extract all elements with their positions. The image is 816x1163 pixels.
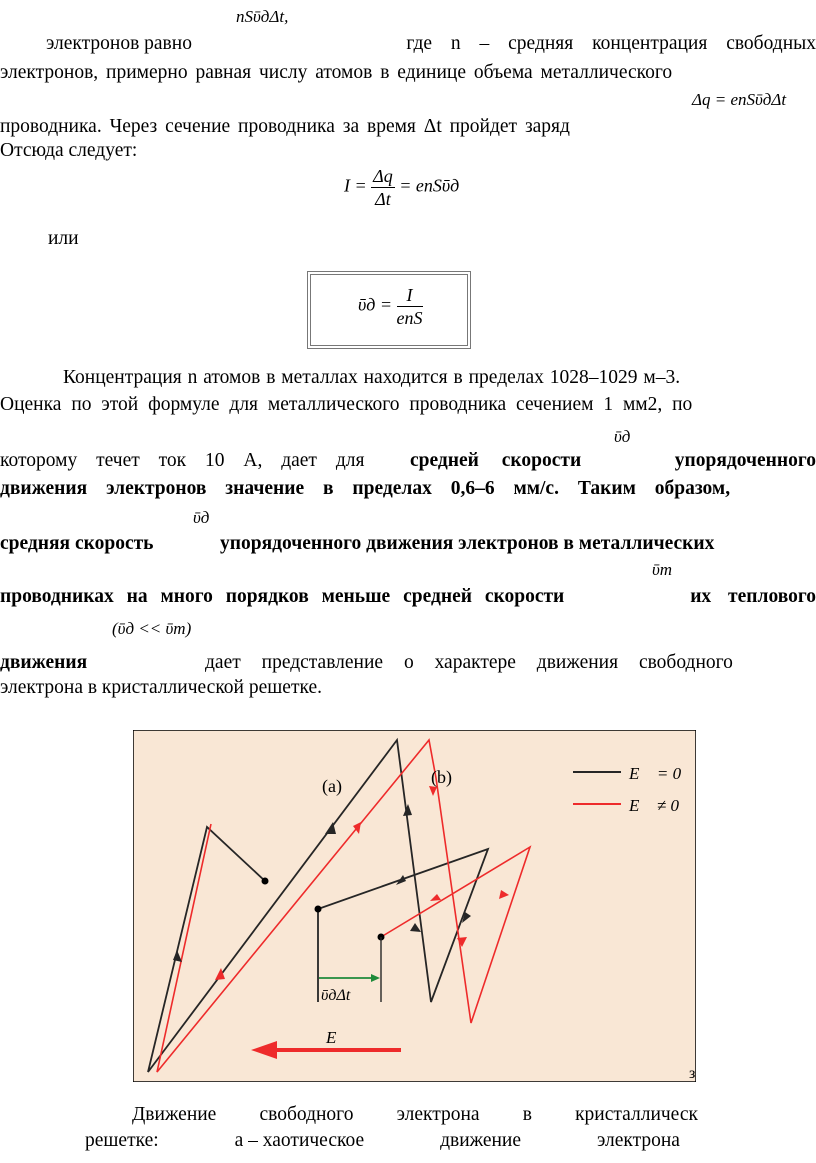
equation-current [344,165,459,210]
caption-word: в [522,1104,532,1125]
numerator: Δq [373,166,393,186]
fraction [397,284,423,329]
eq-lhs: I = [344,175,367,196]
text-line [0,533,816,555]
text-line: Отсюда следует: [0,140,138,161]
fraction [371,165,395,210]
v-drift-symbol: ῡд [193,508,210,527]
figure-electron-motion [133,730,696,1082]
caption-word: решетке: [85,1130,159,1151]
equation-drift-velocity [358,284,423,329]
start-point [262,878,269,885]
caption-word: электрона [396,1104,480,1125]
text: электронов равно [46,33,192,54]
text: проводниках на много порядков меньше средней скорости [0,586,565,607]
text-line [0,33,816,55]
figure-background [133,730,696,1082]
text: дает представление о характере движения свободного [205,652,733,673]
label-a: (a) [322,776,342,796]
label-b: (b) [431,767,452,787]
caption-word: а – хаотическое [234,1130,365,1151]
text-line: движения электронов значение в пределах 0,6–6 мм/с. Таким образом, [0,478,731,499]
caption-word: Движение [132,1104,217,1125]
legend-red-label: E⃗ ≠ 0 [629,796,679,815]
text: движения [0,652,88,673]
text-line: Концентрация n атомов в металлах находится в пределах 1028–1029 м–3. [63,367,681,388]
text: средняя скорость [0,533,154,554]
text-line: электрона в кристаллической решетке. [0,677,322,698]
text: которому течет ток 10 А, дает для [0,450,365,471]
eq-rhs: = enSῡд [399,175,460,196]
caption-word: кристаллическ [575,1104,698,1125]
text: упорядоченного [674,450,816,471]
legend-black-label: E⃗ = 0 [629,764,682,783]
boxed-equation [307,271,471,349]
figure-svg [133,730,696,1082]
start-point [315,906,322,913]
formula-dq: Δq = enSῡдΔt [692,90,787,109]
denominator: enS [396,308,423,328]
field-label: E⃗ [326,1028,350,1047]
v-drift-symbol: ῡд [614,427,631,446]
text-line: Оценка по этой формуле для металлического проводника сечением 1 мм2, по [0,394,693,415]
edge-mark: з [689,1065,696,1082]
inequality-formula: (ῡд << ῡт) [112,619,192,638]
v-thermal-symbol: ῡт [652,560,673,579]
denominator: Δt [375,189,391,209]
text-line [0,586,816,608]
text: где n – средняя концентрация свободных [406,33,816,54]
caption-word: движение [440,1130,522,1151]
caption-line-1 [132,1104,698,1126]
text: упорядоченного движения электронов в металлических [220,533,715,554]
text-line: или [48,228,79,249]
text-line [0,652,816,674]
text-line [0,450,816,472]
eq-lhs: ῡд = [358,294,393,315]
text-line: электронов, примерно равная числу атомов в единице объема металлического [0,62,673,83]
drift-label: ῡдΔt [321,987,351,1004]
text: их теплового [690,586,816,607]
text-line: проводника. Через сечение проводника за время Δt пройдет заряд [0,116,570,137]
caption-word: электрона [596,1130,680,1151]
caption-word: свободного [259,1104,354,1125]
numerator: I [397,284,423,307]
formula-nsv: nSῡдΔt, [236,7,289,26]
text: средней скорости [410,450,582,471]
caption-line-2 [85,1130,680,1152]
